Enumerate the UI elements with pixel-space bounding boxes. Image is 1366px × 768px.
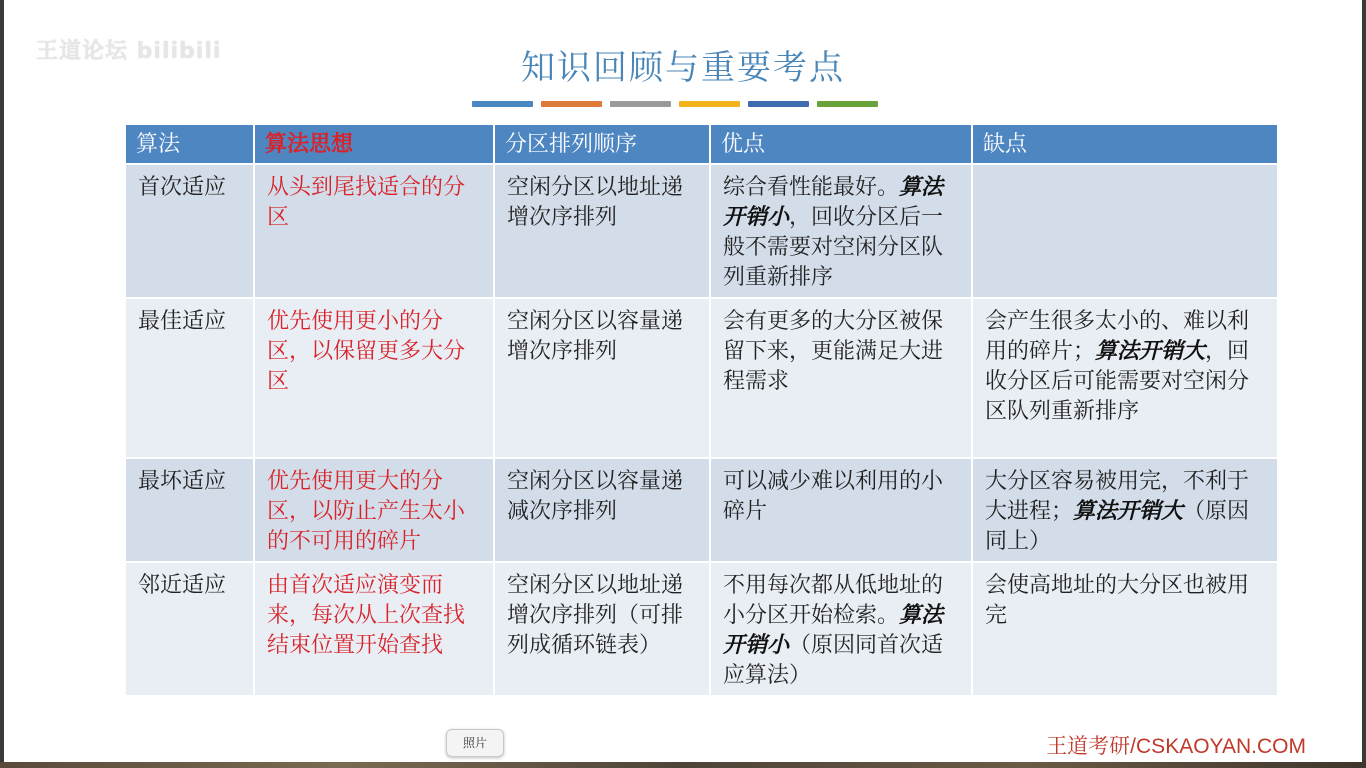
cell-order: 空闲分区以地址递增次序排列 [494,164,710,298]
text: 大分区容易被用完，不利于大进程； [985,469,1250,524]
cell-cons [972,458,1278,562]
table-row [125,562,1278,696]
cell-order: 空闲分区以地址递增次序排列（可排列成循环链表） [494,562,710,696]
text: 不用每次都从低地址的小分区开始检索。 [723,573,944,628]
text: 会产生很多太小的、难以利用的碎片； [985,309,1250,364]
cell-algorithm: 邻近适应 [125,562,254,696]
table-header-row [125,124,1278,164]
title-underline-bars [472,101,878,107]
header-order: 分区排列顺序 [494,124,710,164]
text: 会使高地址的大分区也被用完 [985,573,1250,628]
text: ，回收分区后可能需要对空闲分区队列重新排序 [985,339,1250,424]
cell-cons [972,298,1278,458]
cell-order: 空闲分区以容量递减次序排列 [494,458,710,562]
brand-footer: 王道考研/CSKAOYAN.COM [1046,735,1306,758]
table-row [125,164,1278,298]
text: 会有更多的大分区被保留下来，更能满足大进程需求 [723,309,944,394]
text: 综合看性能最好。 [723,175,900,200]
emphasis-text: 算法开销小 [723,175,944,230]
comparison-table [124,123,1279,697]
header-pros: 优点 [710,124,972,164]
slide-title: 知识回顾与重要考点 [521,48,845,88]
comparison-table-wrap [124,123,1277,697]
text: ，回收分区后一般不需要对空闲分区队列重新排序 [723,205,944,290]
text: 可以减少难以利用的小碎片 [723,469,944,524]
emphasis-text: 算法开销大 [1073,499,1184,524]
cell-idea: 优先使用更小的分区，以保留更多大分区 [254,298,494,458]
table-row [125,458,1278,562]
cell-idea: 由首次适应演变而来，每次从上次查找结束位置开始查找 [254,562,494,696]
desktop-background-strip [0,762,1366,768]
text: （原因同首次适应算法） [723,633,944,688]
cell-pros [710,458,972,562]
cell-cons [972,562,1278,696]
slide [4,0,1362,762]
cell-idea: 从头到尾找适合的分区 [254,164,494,298]
cell-idea: 优先使用更大的分区，以防止产生太小的不可用的碎片 [254,458,494,562]
color-bar [748,101,809,107]
cell-order: 空闲分区以容量递增次序排列 [494,298,710,458]
cell-algorithm: 最佳适应 [125,298,254,458]
cell-pros [710,298,972,458]
color-bar [679,101,740,107]
color-bar [541,101,602,107]
table-row [125,298,1278,458]
cell-algorithm: 最坏适应 [125,458,254,562]
emphasis-text: 算法开销小 [723,603,944,658]
header-algorithm: 算法 [125,124,254,164]
cell-pros [710,562,972,696]
cell-algorithm: 首次适应 [125,164,254,298]
color-bar [817,101,878,107]
header-cons: 缺点 [972,124,1278,164]
watermark-logo: 王道论坛 bilibili [36,39,222,64]
color-bar [472,101,533,107]
cell-pros [710,164,972,298]
emphasis-text: 算法开销大 [1095,339,1206,364]
color-bar [610,101,671,107]
text: （原因同上） [985,499,1250,554]
header-idea: 算法思想 [254,124,494,164]
cell-cons [972,164,1278,298]
photo-tooltip: 照片 [446,729,504,757]
